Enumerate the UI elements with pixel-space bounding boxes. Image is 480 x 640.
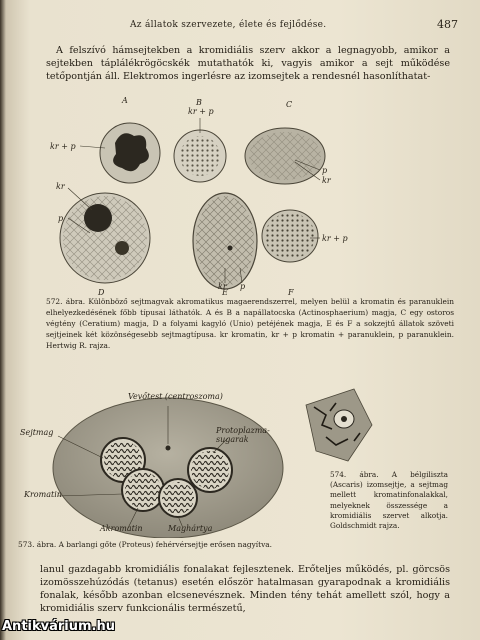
figure-572-drawing xyxy=(50,98,460,298)
paragraph-bottom: lanul gazdagabb kromidiális fonalakat fejlesztenek. Erőteljes működés, pl. görcsös izomösszehúzódás (tetanus) esetén először hatalmasan gyarapodnak a kromidiális fonalak, később azonban elcsenevésznek. Minden tény tehát amellett szól, hogy a kromidiális szerv funkcionális természetű, xyxy=(40,564,450,614)
label-D: D xyxy=(98,288,105,297)
caption-572: 572. ábra. Különböző sejtmagvak akromatikus magaerendszerrel, melyen belül a kromatin és paranuklein elhelyezkedésének főbb típusai láthatók. A és B a napállatocska (Actinosphaerium) magja, C egy ostoros végtény (Ceratium) magja, D a folyami kagyló (Unio) petéjének magja, E és F a sokzejtű állatok szöveti sejtjeinek két közönségesebb sejtmagtípusa. kr kromatin, kr + p kromatin + paranuklein, p paranuklein. Hertwig R. rajza. xyxy=(46,297,454,350)
label-F: F xyxy=(288,288,294,297)
watermark: Antikvárium.hu xyxy=(2,619,115,634)
caption-573: 573. ábra. A barlangi gőte (Proteus) fehérvérsejtje erősen nagyítva. xyxy=(18,540,273,549)
figure-573 xyxy=(18,388,298,538)
label-p-right: p xyxy=(322,166,328,175)
page-number: 487 xyxy=(437,18,458,31)
label-kr-left: kr xyxy=(56,182,65,191)
figure-574 xyxy=(296,385,376,465)
label-B: B xyxy=(196,98,202,107)
label-nuclear-membrane: Maghártya xyxy=(168,524,213,533)
figure-572 xyxy=(50,98,460,298)
page-header xyxy=(130,20,458,34)
paragraph-top: A felszívó hámsejtekben a kromidiális szerv akkor a legnagyobb, amikor a sejtekben táplálékrögöcskék mutathatók ki, vagyis amikor a sejt működése tetőpontján áll. Elektromos ingerlésre az izomsejtek a rendesnél hasonlíthatat- xyxy=(46,45,450,82)
label-chromatin: Kromatin xyxy=(24,490,62,499)
label-kr-p-top: kr + p xyxy=(188,107,214,116)
running-title: Az állatok szervezete, élete és fejlődése. xyxy=(130,20,327,30)
label-nucleus: Sejtmag xyxy=(20,428,54,437)
label-centrosome: Vevőtest (centroszoma) xyxy=(128,392,223,401)
label-A: A xyxy=(122,96,128,105)
figure-573-drawing xyxy=(18,388,298,538)
label-kr-p-right: kr + p xyxy=(322,234,348,243)
label-kr-bottom: kr xyxy=(218,282,227,291)
centrosome xyxy=(166,446,171,451)
label-E: E xyxy=(222,288,228,297)
label-p-bottom: p xyxy=(240,282,246,291)
figure-574-drawing xyxy=(296,385,376,465)
nucleus-D-nucleolus xyxy=(84,204,112,232)
label-C: C xyxy=(286,100,293,109)
label-kr-right: kr xyxy=(322,176,331,185)
label-protoplasm: Protoplazma-sugarak xyxy=(216,426,270,444)
caption-574: 574. ábra. A bélgiliszta (Ascaris) izomsejtje, a sejtmag mellett kromatinfonalakkal, melyeknek összessége a kromidiális szervet alkotja. Goldschmidt rajza. xyxy=(330,470,448,531)
label-achromatin: Akromatin xyxy=(100,524,143,533)
label-kr-p-left: kr + p xyxy=(50,142,76,151)
label-p-left: p xyxy=(58,214,64,223)
